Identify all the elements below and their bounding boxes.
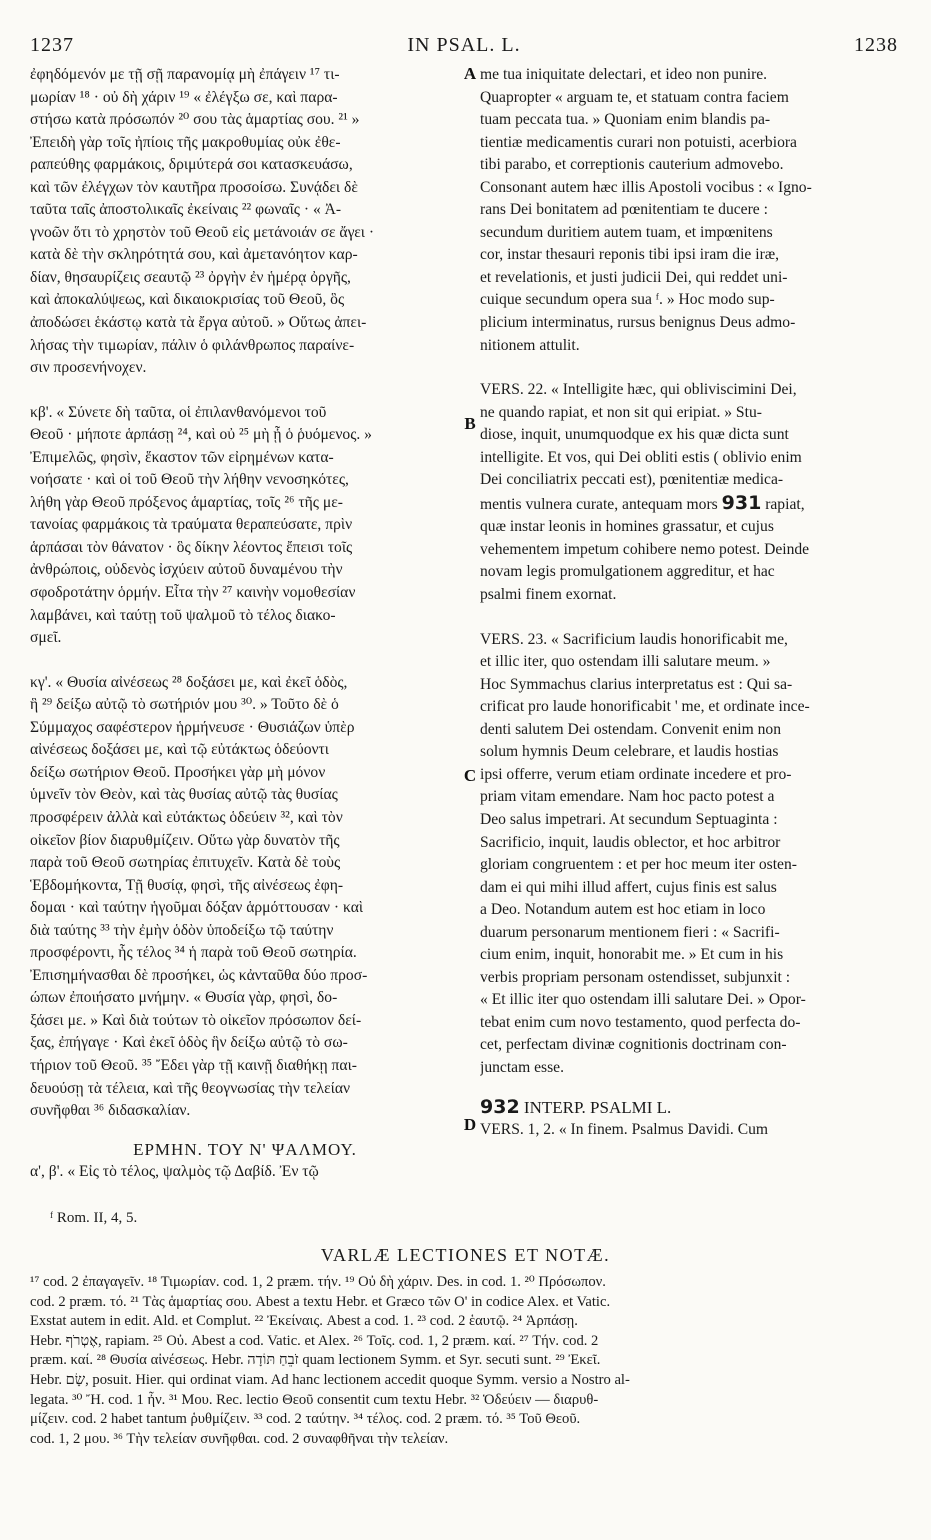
text-line: intelligite. Et vos, qui Dei obliti estis ( oblivio enim [480,448,802,466]
text-line: Θεοῦ · μήποτε ἁρπάσῃ ²⁴, καὶ οὐ ²⁵ μὴ ᾖ ὁ ῥυόμενος. » [30,426,372,444]
text-line: cuique secundum opera sua ᶠ. » Hoc modo sup- [480,291,775,309]
text-line: crificat pro laude honorificabit ' me, et ordinate ince- [480,698,810,716]
text-line: ipsi offerre, verum etiam ordinate incedere et pro- [480,765,792,783]
text-line: solum hymnis Deum celebrare, et laudis hostias [480,743,779,761]
text-line: Deo salus impetrari. At secundum Septuaginta : [480,810,778,828]
greek-column [30,64,460,1184]
text-line: δείξω σωτήριον Θεοῦ. Προσήκει γὰρ μὴ μόνον [30,763,326,781]
text-line: secundum duritiem autem tuam, et impœnitens [480,223,773,241]
text-line: γνοῶν ὅτι τὸ χρηστὸν τοῦ Θεοῦ εἰς μετάνοιάν σε ἄγει · [30,223,375,241]
text-line: gloriam congruentem : et per hoc meum iter osten- [480,856,797,874]
text-line: κατὰ δὲ τὴν σκληρότητά σου, καὶ ἀμετανόητον καρ- [30,246,358,264]
text-line: ἣ ²⁹ δείξω αὐτῷ τὸ σωτήριόν μου ³⁰. » Τοῦτο δὲ ὁ [30,696,339,714]
text-line: Ἐπιμελῶς, φησὶν, ἕκαστον τῶν εἰρημένων κατα- [30,448,334,466]
text-line: quæ instar leonis in homines grassatur, et cujus [480,518,774,536]
text-line: ¹⁷ cod. 2 ἐπαγαγεῖν. ¹⁸ Τιμωρίαν. cod. 1, 2 præm. τήν. ¹⁹ Οὐ δὴ χάριν. Des. in cod. 1. ²⁰ Πρόσωπον. [30,1274,606,1290]
text-line: Dei conciliatrix peccati est), pœnitentiæ medica- [480,471,784,489]
text-line: a Deo. Notandum autem est hoc etiam in loco [480,901,766,919]
greek-paragraph-22 [30,402,460,650]
text-line: Quapropter « arguam te, et statuam contra faciem [480,88,789,106]
text-line: plicium interminatus, rursus benignus Deus admo- [480,314,796,332]
text-line: vehementem impetum cohibere nemo potest. Deinde [480,540,810,558]
text-line: καὶ ἀποκαλύψεως, καὶ δικαιοκρισίας τοῦ Θεοῦ, ὃς [30,291,345,309]
text-line: Ἐπειδὴ γὰρ τοῖς ἠπίοις τῆς μακροθυμίας οὐκ ἐθε- [30,133,341,151]
greek-section-title: ΕΡΜΗΝ. ΤΟΥ Ν' ΨΑΛΜΟΥ. [133,1139,357,1159]
text-line: tientiæ medicamentis curari non potuisti, acerbiora [480,133,797,151]
latin-section-title: 932 INTERP. PSALMI L. [480,1095,672,1118]
column-number-left: 1237 [30,34,74,56]
text-line: cod. 2 præm. τό. ²¹ Τὰς ἁμαρτίας σου. Abest a textu Hebr. et Græco τῶν Ο' in codice Alex. et Vatic. [30,1293,611,1310]
latin-column [480,64,898,1142]
text-line: ἁρπάσαι τὸν θάνατον · ὃς δίκην λέοντος ἔπεισι τοῖς [30,538,353,556]
column-number-right: 1238 [854,34,898,56]
text-line: οἰκεῖον βίον διαρυθμίζειν. Οὕτω γὰρ δυνατὸν τῆς [30,831,340,849]
margin-letter-b: B [464,414,476,433]
text-line: et revelationis, et justi judicii Dei, qui reddet uni- [480,268,788,286]
text-line: στήσω κατὰ πρόσωπόν ²⁰ σου τὰς ἁμαρτίας σου. ²¹ » [30,111,360,129]
latin-last-line: VERS. 1, 2. « In finem. Psalmus Davidi. Cum [480,1121,769,1139]
latin-line-with-column-number: mentis vulnera curate, antequam mors 931 rapiat, [480,491,805,514]
text-line: rans Dei bonitatem ad pœnitentiam te ducere : [480,201,768,219]
notes-title: VARLÆ LECTIONES ET NOTÆ. [320,1245,611,1265]
text-line: ξας, ἐπήγαγε · Καὶ ἐκεῖ ὁδὸς ἣν δείξω αὐτῷ τὸ σω- [30,1034,348,1052]
text-line: cod. 1, 2 μου. ³⁶ Τὴν τελείαν συνῆφθαι. cod. 2 συναφθῆναι τὴν τελείαν. [30,1430,449,1447]
latin-paragraph-22 [480,379,898,492]
column-marker-931: 931 [721,491,762,514]
text-line: λαμβάνει, καὶ ταύτῃ τοῦ ψαλμοῦ τὸ τέλος διακο- [30,606,336,624]
text-line: δευούσῃ τὰ τέλεια, καὶ τῆς θεογνωσίας τὴν τελείαν [30,1079,351,1097]
text-line: Consonant autem hæc illis Apostoli vocibus : « Igno- [480,178,812,196]
latin-paragraph-1 [480,64,898,357]
text-line: σφοδροτάτην ὁρμήν. Εἶτα τὴν ²⁷ καινὴν νομοθεσίαν [30,584,356,602]
text-line: μωρίαν ¹⁸ · οὐ δὴ χάριν ¹⁹ « ἐλέγξω σε, καὶ παρα- [30,88,338,106]
text-line: verbis propriam personam ostendisset, subjunxit : [480,968,791,986]
margin-letter-a: A [463,64,477,83]
text-line: τανοίας φαρμάκοις τὰ τραύματα θεραπεύσατε, πρὶν [30,516,353,534]
text-line: Hebr. שָׂם, posuit. Hier. qui ordinat viam. Ad hanc lectionem accedit quoque Symm. versio a Nostro al- [30,1371,630,1388]
text-line: παρὰ τοῦ Θεοῦ σωτηρίας ἐπιτυχεῖν. Κατὰ δὲ τοὺς [30,854,341,872]
text-line: λήσας τὴν τιμωρίαν, πάλιν ὁ φιλάνθρωπος παραίνε- [30,336,355,354]
text-line: δομαι · καὶ ταύτην ἡγοῦμαι δόξαν ἁρμόττουσαν · καὶ [30,899,364,917]
text-line: nitionem attulit. [480,336,580,354]
text-line: αἰνέσεως δοξάσει με, καὶ τῷ εὐτάκτως ὁδεύοντι [30,741,329,759]
text-line: Ἐπισημήνασθαι δὲ προσήκει, ὡς κἀνταῦθα δύο προσ- [30,966,368,984]
text-line: λήθη γὰρ Θεοῦ πρόξενος ἁμαρτίας, τοῖς ²⁶ τῆς με- [30,493,343,511]
text-line: cor, instar thesauri reponis tibi ipsi iram die iræ, [480,246,780,264]
text-line: « Et illic iter quo ostendam illi salutare Dei. » Opor- [480,991,806,1009]
text-line: νοήσατε · καὶ οἱ τοῦ Θεοῦ τὴν λήθην νενοσηκότες, [30,471,349,489]
text-line: Hebr. אֶטְרֹף, rapiam. ²⁵ Οὐ. Abest a cod. Vatic. et Alex. ²⁶ Τοῖς. cod. 1, 2 præm. καί. ²⁷ Τήν. cod. 2 [30,1332,599,1349]
text-line: tibi parabo, et correptionis cauterium admovebo. [480,156,784,174]
text-line: et illic iter, quo ostendam illi salutare meum. » [480,653,771,671]
text-line: Hoc Symmachus clarius interpretatus est : Qui sa- [480,675,793,693]
text-line: denti salutem Dei ostendam. Convenit enim non [480,720,781,738]
text-line: ὑμνεῖν τὸν Θεὸν, καὶ τὰς θυσίας αὐτῷ τὰς θυσίας [30,786,338,804]
text-line: Σύμμαχος σαφέστερον ἡρμήνευσε · Θυσιάζων ὑπὲρ [30,718,355,736]
text-line: diose, inquit, unumquodque ex his quæ dicta sunt [480,426,789,444]
running-header [30,34,898,58]
text-line: ne quando rapiat, et non sit qui eripiat. » Stu- [480,403,762,421]
text-line: διὰ ταύτης ³³ τὴν ἐμὴν ὁδὸν ὑποδείξω τῷ ταύτην [30,921,334,939]
text-line: Sacrificio, inquit, laudis oblector, et hoc arbitror [480,833,781,851]
text-line: ραπεύθης φαρμάκοις, δριμύτερά σοι κατασκευάσω, [30,156,353,174]
text-line: ώπων ἐποιήσατο μνήμην. « Θυσία γὰρ, φησὶ, δο- [30,989,338,1007]
text-line: me tua iniquitate delectari, et ideo non punire. [480,66,768,83]
latin-paragraph-22-cont [480,516,898,606]
text-line: σιν προσενήνοχεν. [30,359,147,377]
text-line: καὶ τῶν ἐλέγχων τὸν καυτῆρα προσοίσω. Συνᾴδει δὲ [30,178,358,196]
column-marker-932: 932 [480,1095,520,1118]
greek-paragraph-23 [30,672,460,1123]
text-line: κβ'. « Σύνετε δὴ ταῦτα, οἱ ἐπιλανθανόμενοι τοῦ [30,403,327,421]
text-line: VERS. 22. « Intelligite hæc, qui obliviscimini Dei, [480,381,797,399]
text-line: dam ei qui mihi illud affert, cujus finis est salus [480,878,777,896]
text-line: Ἑβδομήκοντα, Τῇ θυσίᾳ, φησὶ, τῆς αἰνέσεως ἐφη- [30,876,344,894]
text-line: ταῦτα ταῖς ἀποστολικαῖς ἐκείναις ²² φωναῖς · « Ἀ- [30,201,342,219]
text-line: ξάσει με. » Καὶ διὰ τούτων τὸ οἰκεῖον πρόσωπον δεί- [30,1011,362,1029]
text-line: κγ'. « Θυσία αἰνέσεως ²⁸ δοξάσει με, καὶ ἐκεῖ ὁδὸς, [30,673,348,691]
text-line: δίαν, θησαυρίζεις σεαυτῷ ²³ ὀργὴν ἐν ἡμέρᾳ ὀργῆς, [30,268,351,286]
text-line: συνῆφθαι ³⁶ διδασκαλίαν. [30,1102,191,1120]
text-line: προσφέρειν ἀλλὰ καὶ εὐτάκτως ὁδεύειν ³², καὶ τὸν [30,808,343,826]
text-line: legata. ³⁰ Ἤ. cod. 1 ἦν. ³¹ Μου. Rec. lectio Θεοῦ consentit cum textu Hebr. ³² Ὁδεύειν — διαρυθ- [30,1391,599,1408]
text-line: ἀποδώσει ἑκάστῳ κατὰ τὰ ἔργα αὐτοῦ. » Οὕτως ἀπει- [30,314,367,332]
running-title: IN PSAL. L. [407,34,521,56]
text-line: cet, perfectam divinæ cognitionis doctrinam con- [480,1036,787,1054]
text-line: præm. καί. ²⁸ Θυσία αἰνέσεως. Hebr. זֹבֵחַ תּוֹדָה quam lectionem Symm. et Syr. secuti sunt. ²⁹ Ἐκεῖ. [30,1352,601,1369]
margin-letter-d: D [463,1115,477,1134]
text-line: ἐφηδόμενόν με τῇ σῇ παρανομίᾳ μὴ ἐπάγειν ¹⁷ τι- [30,66,340,83]
text-line: VERS. 23. « Sacrificium laudis honorificabit me, [480,630,788,648]
variant-readings-notes [30,1273,898,1449]
text-line: psalmi finem exornat. [480,586,617,604]
latin-paragraph-23 [480,629,898,1080]
text-line: Exstat autem in edit. Ald. et Complut. ²² Ἐκείναις. Abest a cod. 1. ²³ cod. 2 ἑαυτῷ. ²⁴ Ἁρπάσῃ. [30,1313,578,1330]
margin-letter-c: C [463,766,477,785]
text-line: priam vitam emendare. Nam hoc pacto potest a [480,788,775,806]
greek-last-line: α', β'. « Εἰς τὸ τέλος, ψαλμὸς τῷ Δαβίδ. Ἐν τῷ [30,1163,319,1181]
text-line: τήριον τοῦ Θεοῦ. ³⁵ Ἔδει γὰρ τῇ καινῇ διαθήκῃ παι- [30,1056,357,1074]
text-line: junctam esse. [480,1058,565,1076]
footnote-reference: ᶠ Rom. II, 4, 5. [50,1210,138,1226]
text-line: duarum personarum mentionem fieri : « Sacrifi- [480,923,780,941]
text-line: novam legis promulgationem aggreditur, et hac [480,563,775,581]
text-line: tebat enim cum novo testamento, quod perfecta do- [480,1013,801,1031]
text-line: σμεῖ. [30,629,62,647]
text-line: προσφέροντι, ἧς τέλος ³⁴ ἡ παρὰ τοῦ Θεοῦ σωτηρία. [30,944,357,962]
text-line: tuam peccata tua. » Quoniam enim blandis pa- [480,111,771,129]
greek-paragraph-1 [30,64,460,380]
text-line: cium enim, inquit, honorabit me. » Et cum in his [480,946,784,964]
text-line: ἀνθρώποις, οὐδενὸς ἰσχύειν αὐτοῦ δυναμένου τὴν [30,561,343,579]
text-line: μίζειν. cod. 2 habet tantum ῥυθμίζειν. ³³ cod. 2 ταύτην. ³⁴ τέλος. cod. 2 præm. τό. ³⁵ Τοῦ Θεοῦ. [30,1411,581,1428]
